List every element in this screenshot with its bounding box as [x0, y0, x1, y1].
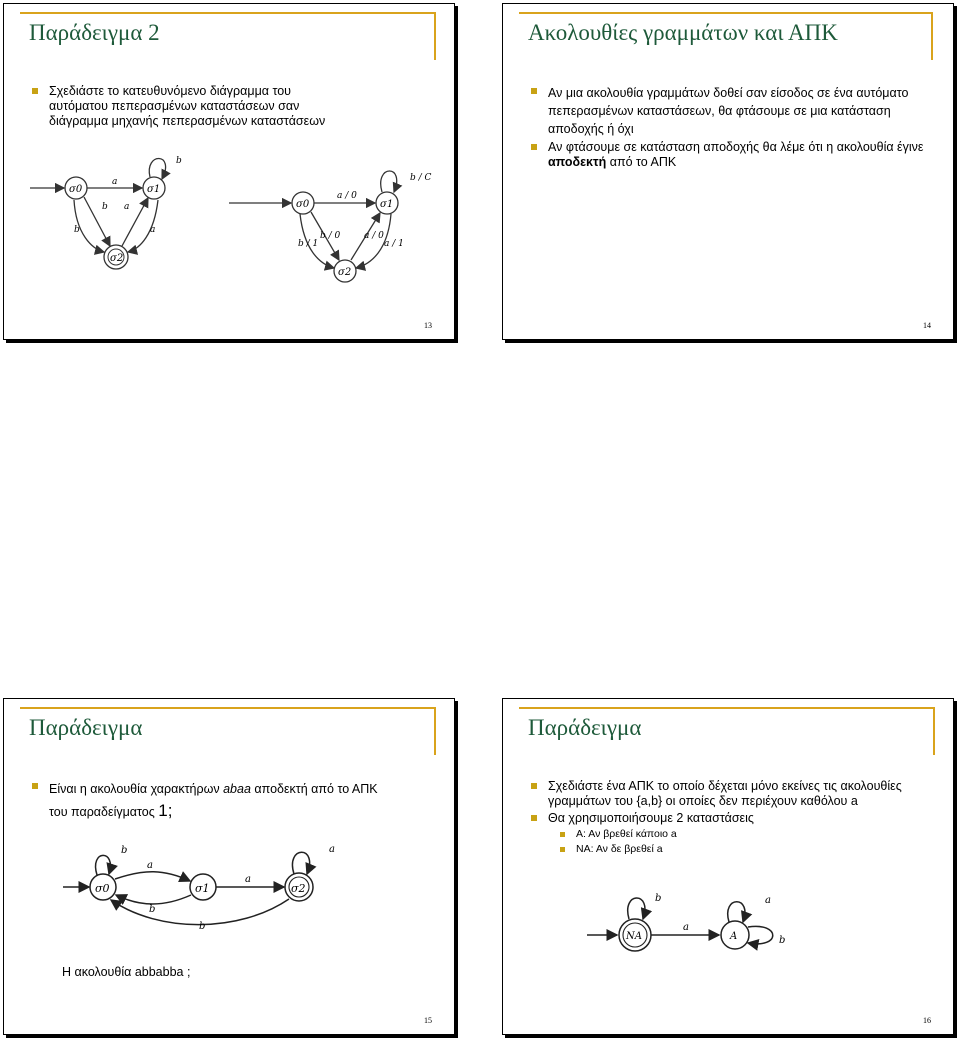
edge-label: a / 1 [384, 239, 404, 249]
slide-title: Παράδειγμα [528, 715, 642, 740]
fsa-diagram [583, 887, 803, 957]
bullet-bold: αποδεκτή [548, 155, 607, 169]
bullet-text: 1; [158, 801, 173, 820]
edge-label: b / 1 [298, 239, 319, 249]
state-label: σ0 [95, 882, 110, 895]
bullet-text: από το ΑΠΚ [606, 155, 677, 169]
sequence-text: abaa [223, 782, 251, 796]
edge-label: a [147, 860, 153, 871]
edge-label: b [199, 921, 206, 932]
edge-label: a [683, 922, 689, 933]
page-number: 13 [424, 321, 432, 330]
edge-label: b [102, 202, 108, 212]
bullet-list [29, 779, 399, 823]
sub-bullet-item: Α: Αν βρεθεί κάποιο a [528, 827, 933, 842]
edge-label: a / 0 [364, 231, 384, 241]
bullet-item: Αν μια ακολουθία γραμμάτων δοθεί σαν είσοδος σε ένα αυτόματο πεπερασμένων καταστάσεων, θα φτάσουμε σε μια κατάσταση αποδοχής ή όχι [528, 84, 933, 138]
edge-label: b [74, 225, 80, 235]
slide-16 [502, 698, 954, 1035]
bullet-text: αποδεκτή από το ΑΠΚ του παραδείγματος [49, 782, 378, 819]
edge-label: a [124, 202, 130, 212]
edge-label: b / C [410, 173, 432, 183]
question-text: Η ακολουθία abbabba ; [62, 965, 191, 979]
slide-title: Παράδειγμα 2 [29, 20, 160, 45]
state-label: NA [626, 931, 642, 942]
page-number: 14 [923, 321, 931, 330]
bullet-list [29, 84, 329, 129]
bullet-item: Θα χρησιμοποιήσουμε 2 καταστάσεις [528, 811, 933, 826]
state-label: σ1 [195, 882, 210, 895]
bullet-item: Σχεδιάστε το κατευθυνόμενο διάγραμμα του αυτόματου πεπερασμένων καταστάσεων σαν διάγραμμα μηχανής πεπερασμένων καταστάσεων [29, 84, 329, 129]
state-label: σ2 [338, 267, 352, 278]
state-label: σ0 [296, 199, 310, 210]
edge-label: a / 0 [337, 191, 357, 201]
state-label: σ1 [147, 184, 161, 195]
edge-label: b / 0 [320, 231, 341, 241]
fsa-diagram [4, 144, 209, 274]
edge-label: a [329, 844, 335, 855]
bullet-item: Σχεδιάστε ένα ΑΠΚ το οποίο δέχεται μόνο εκείνες τις ακολουθίες γραμμάτων του {a,b} οι οποίες δεν περιέχουν καθόλου a [528, 779, 933, 809]
sub-bullet-item: ΝΑ: Αν δε βρεθεί a [528, 842, 933, 857]
bullet-list [528, 779, 933, 857]
edge-label: b [779, 935, 786, 946]
slide-title: Ακολουθίες γραμμάτων και ΑΠΚ [528, 20, 838, 45]
edge-label: a [765, 895, 771, 906]
page-number: 15 [424, 1016, 432, 1025]
edge-label: a [112, 177, 118, 187]
page-number: 16 [923, 1016, 931, 1025]
edge-label: b [149, 904, 156, 915]
slide-14 [502, 3, 954, 340]
slide-title: Παράδειγμα [29, 715, 143, 740]
state-label: σ2 [291, 882, 306, 895]
edge-label: a [245, 874, 251, 885]
bullet-item [528, 140, 933, 170]
edge-label: a [150, 225, 156, 235]
state-label: σ1 [380, 199, 394, 210]
fsa-diagram [59, 837, 359, 937]
bullet-item [29, 779, 399, 823]
edge-label: b [655, 893, 662, 904]
edge-label: b [176, 156, 182, 166]
state-label: σ2 [110, 253, 124, 264]
state-label: σ0 [69, 184, 83, 195]
bullet-text: Είναι η ακολουθία χαρακτήρων [49, 782, 224, 796]
bullet-list [528, 84, 933, 170]
machine-diagram [224, 154, 449, 284]
slide-13 [3, 3, 455, 340]
state-label: A [730, 931, 738, 942]
edge-label: b [121, 845, 128, 856]
slide-15 [3, 698, 455, 1035]
bullet-text: Αν φτάσουμε σε κατάσταση αποδοχής θα λέμε ότι η ακολουθία έγινε [548, 140, 924, 154]
